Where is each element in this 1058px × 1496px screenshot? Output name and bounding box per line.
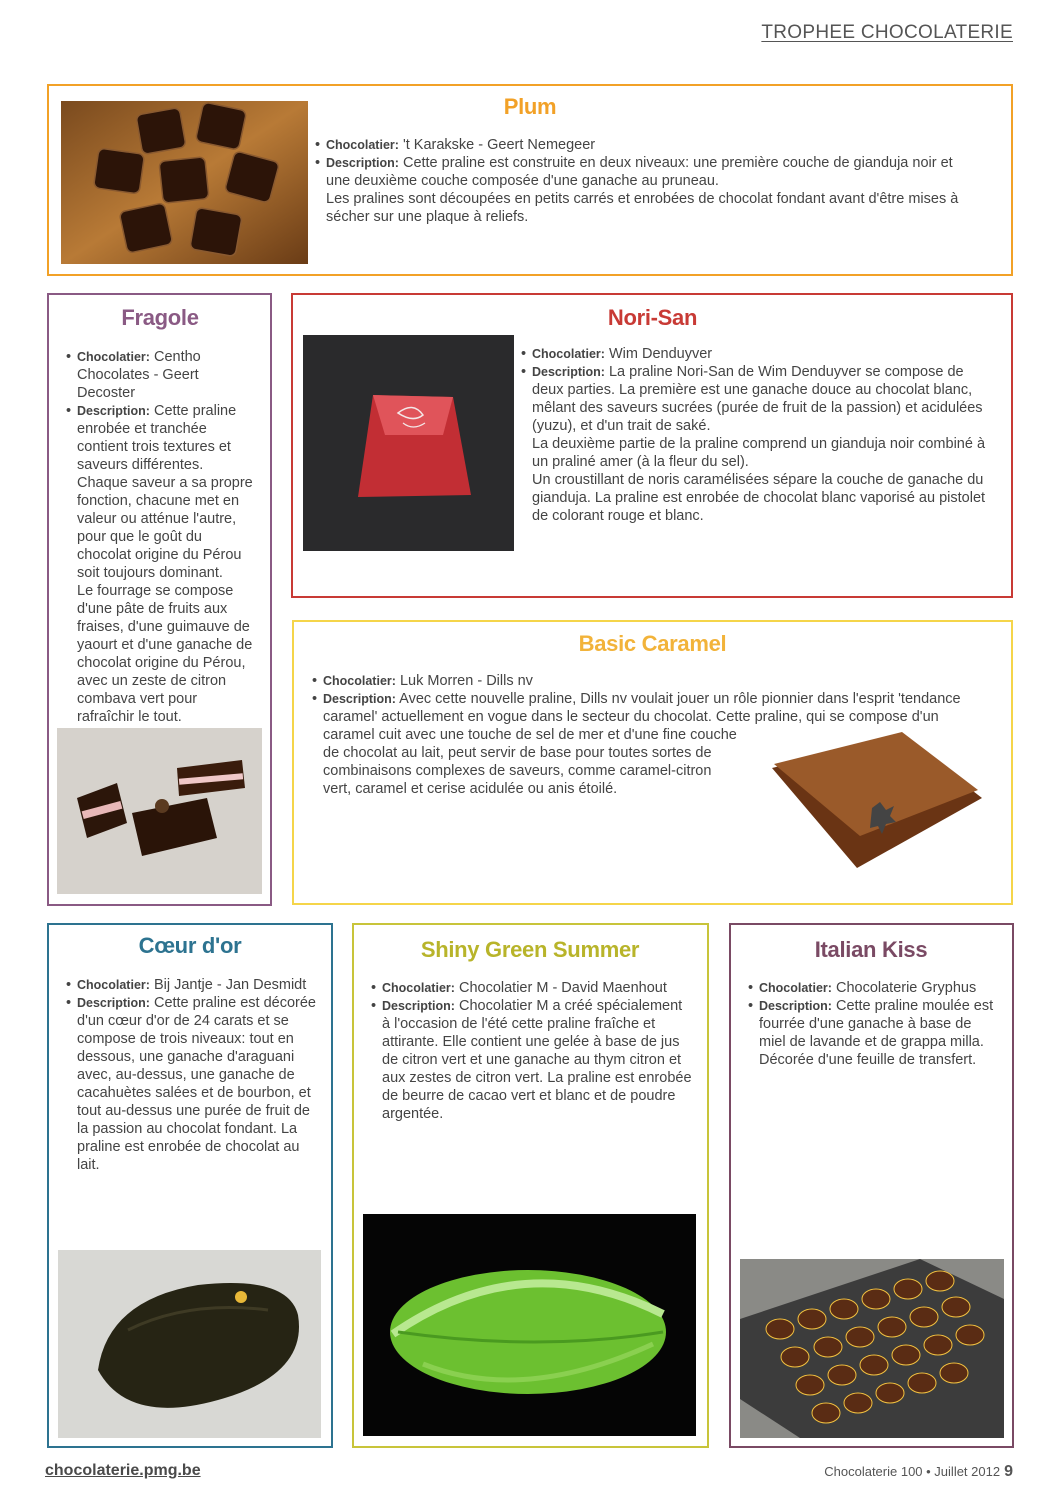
coeur-title: Cœur d'or: [138, 933, 242, 958]
fragole-chocolatier: • Chocolatier: Centho Chocolates - Geert Decoster: [66, 348, 258, 402]
caramel-title: Basic Caramel: [578, 631, 727, 656]
italian-info: [748, 979, 1000, 1069]
norisan-info: [521, 345, 999, 525]
italian-title: Italian Kiss: [814, 937, 928, 962]
footer-issue: [824, 1463, 1013, 1481]
norisan-chocolatier: • Chocolatier: Wim Denduyver: [521, 345, 999, 363]
footer-site-link[interactable]: chocolaterie.pmg.be: [45, 1462, 201, 1479]
plum-description: • Description: Cette praline est construite en deux niveaux: une première couche de gianduja noir et une deuxième couche composée d'une ganache au pruneau.: [315, 154, 980, 190]
coeur-photo: [58, 1250, 321, 1438]
footer-issue-text: Chocolaterie 100 • Juillet 2012: [824, 1464, 1001, 1479]
plum-chocolatier: • Chocolatier: 't Karakske - Geert Nemegeer: [315, 136, 980, 154]
plum-photo: [61, 101, 308, 264]
caramel-description: • Description: Avec cette nouvelle praline, Dills nv voulait jouer un rôle pionnier dans l'esprit 'tendance caramel' actuellement en vogue dans le secteur du chocolat. Cette praline, qui se compose d'un: [312, 690, 980, 726]
italian-photo: [740, 1259, 1004, 1438]
caramel-photo: [752, 728, 992, 888]
italian-chocolatier: • Chocolatier: Chocolaterie Gryphus: [748, 979, 1000, 997]
caramel-chocolatier: • Chocolatier: Luk Morren - Dills nv: [312, 672, 980, 690]
norisan-title: Nori-San: [607, 305, 698, 330]
plum-title: Plum: [503, 94, 557, 119]
norisan-photo: [303, 335, 514, 551]
plum-info: [315, 136, 980, 226]
fragole-description: • Description: Cette praline enrobée et tranchée contient trois textures et saveurs différentes. Chaque saveur a sa propre fonction, chacune met en valeur ou atténue l'autre, pour que le goût du chocolat origine du Pérou soit toujours dominant.: [66, 402, 258, 582]
coeur-chocolatier: • Chocolatier: Bij Jantje - Jan Desmidt: [66, 976, 321, 994]
shiny-chocolatier: • Chocolatier: Chocolatier M - David Maenhout: [371, 979, 693, 997]
fragole-title: Fragole: [121, 305, 199, 330]
coeur-info: [66, 976, 321, 1174]
shiny-photo: [363, 1214, 696, 1436]
norisan-description-cont2: Un croustillant de noris caramélisées sépare la couche de ganache du gianduja. La praline est enrobée de chocolat blanc vaporisé au pistolet de colorant rouge et blanc.: [532, 472, 986, 524]
norisan-description-cont: La deuxième partie de la praline comprend un gianduja noir combiné à un praliné amer (à la fleur du sel).: [532, 436, 986, 470]
coeur-description: • Description: Cette praline est décorée d'un cœur d'or de 24 carats et se compose de trois niveaux: tout en dessous, une ganache d'araguani avec, au-dessus, une ganache de cacahuètes salées et de bourbon, et tout au-dessus une purée de fruit de la passion au chocolat fondant. La praline est enrobée de chocolat au lait.: [66, 994, 321, 1174]
italian-description: • Description: Cette praline moulée est fourrée d'une ganache à base de miel de lavande et de grappa milla. Décorée d'une feuille de transfert.: [748, 997, 1000, 1069]
plum-description-cont: Les pralines sont découpées en petits carrés et enrobées de chocolat fondant avant d'être mises à sécher sur une plaque à reliefs.: [326, 191, 959, 225]
norisan-description: • Description: La praline Nori-San de Wim Denduyver se compose de deux parties. La première est une ganache douce au chocolat blanc, mêlant des saveurs sucrées (purée de fruit de la passion) et acidulées (yuzu), et d'un trait de saké.: [521, 363, 999, 435]
fragole-info: [66, 348, 258, 726]
shiny-description: • Description: Chocolatier M a créé spécialement à l'occasion de l'été cette praline fraîche et attirante. Elle contient une gelée à base de jus de citron vert et une ganache au thym citron et aux zestes de citron vert. La praline est enrobée de beurre de cacao vert et blanc et de poudre argentée.: [371, 997, 693, 1123]
caramel-description-cont: caramel cuit avec une touche de sel de mer et d'une fine couche de chocolat au lait, peut servir de base pour toutes sortes de combinaisons complexes de saveurs, comme caramel-citron vert, caramel et cerise acidulée ou anis étoilé.: [323, 727, 737, 797]
fragole-description-cont: Le fourrage se compose d'une pâte de fruits aux fraises, d'une guimauve de yaourt et d'une ganache de chocolat origine du Pérou, avec un zeste de citron combava vert pour rafraîchir le tout.: [77, 583, 253, 725]
page-number: 9: [1004, 1463, 1013, 1480]
shiny-title: Shiny Green Summer: [420, 937, 640, 962]
fragole-photo: [57, 728, 262, 894]
shiny-info: [371, 979, 693, 1123]
section-title: TROPHEE CHOCOLATERIE: [761, 22, 1013, 43]
